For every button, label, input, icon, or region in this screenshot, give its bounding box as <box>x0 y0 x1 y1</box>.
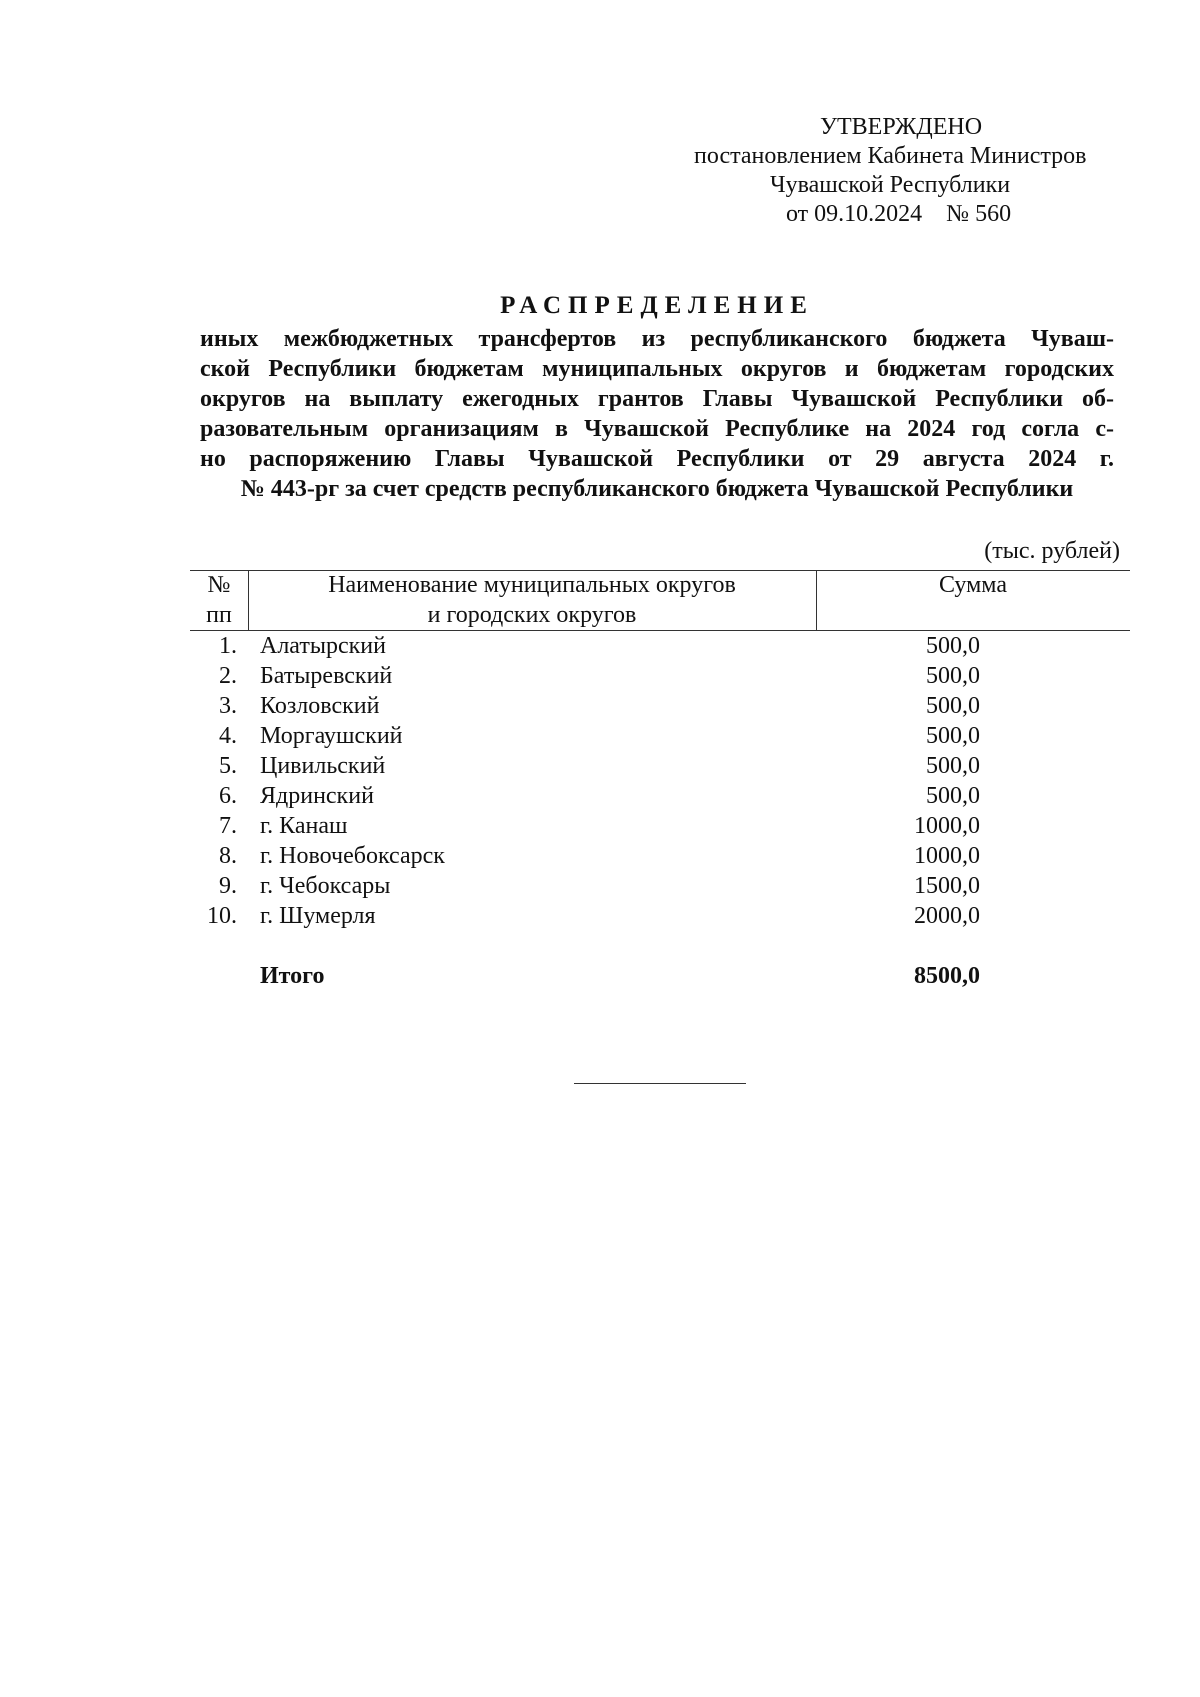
row-number: 8. <box>219 843 237 869</box>
row-name: Ядринский <box>260 783 374 809</box>
approval-date-number: от 09.10.2024 № 560 <box>786 201 1012 227</box>
subject-line: ской Республики бюджетам муниципальных округов и бюджетам городских <box>200 356 1114 382</box>
subject-line: иных межбюджетных трансфертов из республиканского бюджета Чуваш- <box>200 326 1114 352</box>
document-subject <box>200 324 1114 504</box>
row-number: 6. <box>219 783 237 809</box>
closing-separator-line <box>574 1083 746 1084</box>
table-row <box>190 781 1130 811</box>
row-number: 7. <box>219 813 237 839</box>
total-label: Итого <box>260 963 325 989</box>
table-row <box>190 901 1130 931</box>
table-row <box>190 691 1130 721</box>
approval-decree: постановлением Кабинета Министров <box>694 143 1087 169</box>
table-row <box>190 631 1130 661</box>
table-row <box>190 751 1130 781</box>
row-name: Цивильский <box>260 753 386 779</box>
row-sum: 500,0 <box>926 693 980 719</box>
approval-title: УТВЕРЖДЕНО <box>820 114 983 140</box>
row-name: г. Чебоксары <box>260 873 391 899</box>
row-sum: 500,0 <box>926 783 980 809</box>
row-name: г. Новочебоксарск <box>260 843 445 869</box>
row-number: 10. <box>207 903 237 929</box>
row-name: Козловский <box>260 693 380 719</box>
total-sum: 8500,0 <box>914 963 980 989</box>
row-sum: 1000,0 <box>914 813 980 839</box>
document-heading: РАСПРЕДЕЛЕНИЕ <box>500 292 814 319</box>
unit-label: (тыс. рублей) <box>984 538 1120 564</box>
table-row <box>190 811 1130 841</box>
table-row <box>190 871 1130 901</box>
table-row <box>190 661 1130 691</box>
header-sum: Сумма <box>939 572 1007 598</box>
row-name: Батыревский <box>260 663 393 689</box>
row-sum: 500,0 <box>926 633 980 659</box>
subject-line: № 443-рг за счет средств республиканского бюджета Чувашской Республики <box>240 476 1074 502</box>
header-num-line1: № <box>207 572 231 598</box>
row-number: 2. <box>219 663 237 689</box>
row-name: г. Шумерля <box>260 903 376 929</box>
row-number: 1. <box>219 633 237 659</box>
distribution-table <box>190 570 1130 990</box>
approval-republic: Чувашской Республики <box>770 172 1011 198</box>
header-name-line1: Наименование муниципальных округов <box>328 572 736 598</box>
row-sum: 1500,0 <box>914 873 980 899</box>
subject-line: но распоряжению Главы Чувашской Республики от 29 августа 2024 г. <box>200 446 1114 472</box>
row-name: г. Канаш <box>260 813 348 839</box>
header-name-line2: и городских округов <box>427 602 637 628</box>
row-number: 4. <box>219 723 237 749</box>
row-number: 9. <box>219 873 237 899</box>
header-num-line2: пп <box>206 602 232 628</box>
total-row <box>190 961 1130 991</box>
table-row <box>190 841 1130 871</box>
row-number: 5. <box>219 753 237 779</box>
table-row <box>190 721 1130 751</box>
subject-line: округов на выплату ежегодных грантов Главы Чувашской Республики об- <box>200 386 1114 412</box>
row-number: 3. <box>219 693 237 719</box>
row-name: Алатырский <box>260 633 386 659</box>
subject-line: разовательным организациям в Чувашской Республике на 2024 год согла с- <box>200 416 1114 442</box>
row-sum: 2000,0 <box>914 903 980 929</box>
row-sum: 500,0 <box>926 663 980 689</box>
row-sum: 1000,0 <box>914 843 980 869</box>
row-sum: 500,0 <box>926 723 980 749</box>
row-sum: 500,0 <box>926 753 980 779</box>
header-num <box>190 570 248 630</box>
header-name <box>248 570 816 630</box>
row-name: Моргаушский <box>260 723 403 749</box>
